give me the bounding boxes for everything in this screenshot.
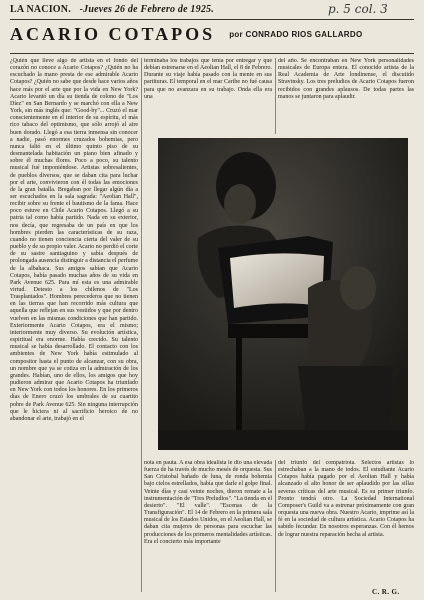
byline: por CONRADO RIOS GALLARDO (229, 30, 363, 39)
article-column-3-top: del año. Se encontraban en New York personalidades musicales de Europa entera. El conocido artista de la Real Academia de Arte londinense, el discutido Stravinsky. Los tres preludios de Acario Cotapos fueron recibidos con grandes aplausos. De todas partes las manos se juntaron para aplaudir. (278, 58, 414, 100)
article-column-1: ¿Quién que lleve algo de artista en el fondo del corazón no conoce a Acario Cotapos? ¿Quién no ha escuchado la mano presta de ese admirable Acario Cotapos? ¿Quién no sabe que desde hace varios años hace más por el arte que por la vida en New York? Acario levantó un día su tienda de colono de "Los Díez" en San Bernardo y se marchó con ella a New York, sin más inglés que: "Good-by"... Cruzó el mar conscientemente en el interior de su espíritu, el más rico tabaco del optimismo, que sólo arrojó al aire buen dorado. Llegó a esa tierra inmensa sin conocer a nadie, pasó enormes cruzados bohemias, pero nunca faltó en el último quinto piso de su desmantelada habitación un piano bien afinado y sobre él muchas flores. Poco a poco, su talento musical fué imponiéndose. Artistas sobresalientes, de pueblos diversos, que se daban cita para luchar por el arte, convivieron con él todas las emociones de la gran batalla. Bregaban por llegar algún día a ser escuchados en la sala sagrada: "Aeolian Hall", recibir sobre su frente el bautismo de la fama. Hace poco estuve en Chile Acario Cotapos. Llegó a su patria tal como había partido. Nada en su exterior, nos decía, que regresaba de un país en que los hombres pierden las características de su raza, cuando no tienen conciencia cierta del valer de su pueblo y de su propio valer. Acario no perdió el corte de su sastre santiaguino y sabía después de prolongada ausencia distinguir a distancia el perfume de la albahaca. Sus amigos sabían que Acario Cotapos, había pasado muchas años de su vida en Park Avenue 625. Para mí esta es una admirable virtud. Detesto a los chilenos de "Los Trasplantados". Hombres perecederos que no tienen en las tierras que han recorrido más cultura que aquella que reflejan en sus vestidos y que por dentro vuelven en las mismas condiciones que han partido. Exteriormente Acario Cotapos, era el mismo; interiormente muy diverso. Su evolución artística, espiritual era enorme. Había crecido. Su talento musical se había desarrollado. El contacto con los ambientes de New York había estimulado al compositor hasta el punto de alcanzar, con su obra, un nombre que ya se cotiza en la admiración de los grandes. Habían, uno de ellos, los amigos que hoy pudieron admirar que Acario Cotapos ha triunfado en New York con todos los honores. En los primeros días de Enero cruzó los umbrales de su cuartito pobre de Park Avenue 625. Sin ninguna interrupción que le hiciera ni al sacrificio heroico de no abandonar el arte, trabajó en el (10, 58, 138, 422)
handwritten-note: p. 5 col. 3 (328, 2, 388, 16)
publication-date: -Jueves 26 de Febrero de 1925. (79, 4, 214, 15)
column-divider (275, 460, 276, 592)
newspaper-name: LA NACION. (10, 4, 71, 15)
article-column-3-bottom: del triunfo del compatriota. Selectos artistas lo estrechaban a la mano de todos. El estudiante Acario Cotapos había pagado por el Aeolian Hall y había alcanzado el alto honor de ser aplaudido por las sillas severas críticas del arte musical. Es su primer triunfo. Pronto tendrá otro. La Sociedad International Composer's Guild va a estrenar próximamente con gran orquesta una nueva obra. Nuestro Acario, imprime así la fé en la sociedad de cultura artística. Acario Cotapos ha sabido fecundar. En nosotros esperanzas. Con él hemos de lograr nuestra reparación hecha al artista. (278, 460, 414, 538)
signature-initials: C. R. G. (372, 588, 400, 596)
headline: ACARIO COTAPOS (10, 24, 216, 44)
masthead-rule (10, 19, 414, 20)
article-column-2-top: terminaba los trabajos que tenía por entregar y que debían estrenarse en el Aeolian Hall, el 8 de Febrero. Durante su viaje había pasado con la mente en sus partituras. El temporal en el mar Caribe no fué causa para que no avanzara en su trabajo. Onda ella era una (144, 58, 272, 100)
masthead (10, 4, 310, 18)
column-divider (275, 58, 276, 134)
portrait-photo (158, 138, 408, 450)
article-column-2-bottom: nota en pauta. A esa obra idealista le dio una elevada fuerza de ha través de mucho mesés de orquesta. Sus San Cristobal bañado de luna, de ronda bohemia bajo cielos estrellados, había que darle el golpe final. Veinte días y casi veinte noches, dieron remate a la instrumentación de "Tres Preludios". "La tienda en el desierto". "El valle". "Escenas de la Transfiguración". El 14 de Febrero en la primera sala musical de los Estados Unidos, en el Aeolian Hall, se daban cita mujeres de personas para escuchar las producciones de los primeros mentalidades artísticas. Era el concierto más importante (144, 460, 272, 545)
article-title-block (10, 24, 414, 50)
title-rule (10, 53, 414, 54)
portrait-photo-image (158, 138, 408, 450)
column-divider (141, 58, 142, 592)
